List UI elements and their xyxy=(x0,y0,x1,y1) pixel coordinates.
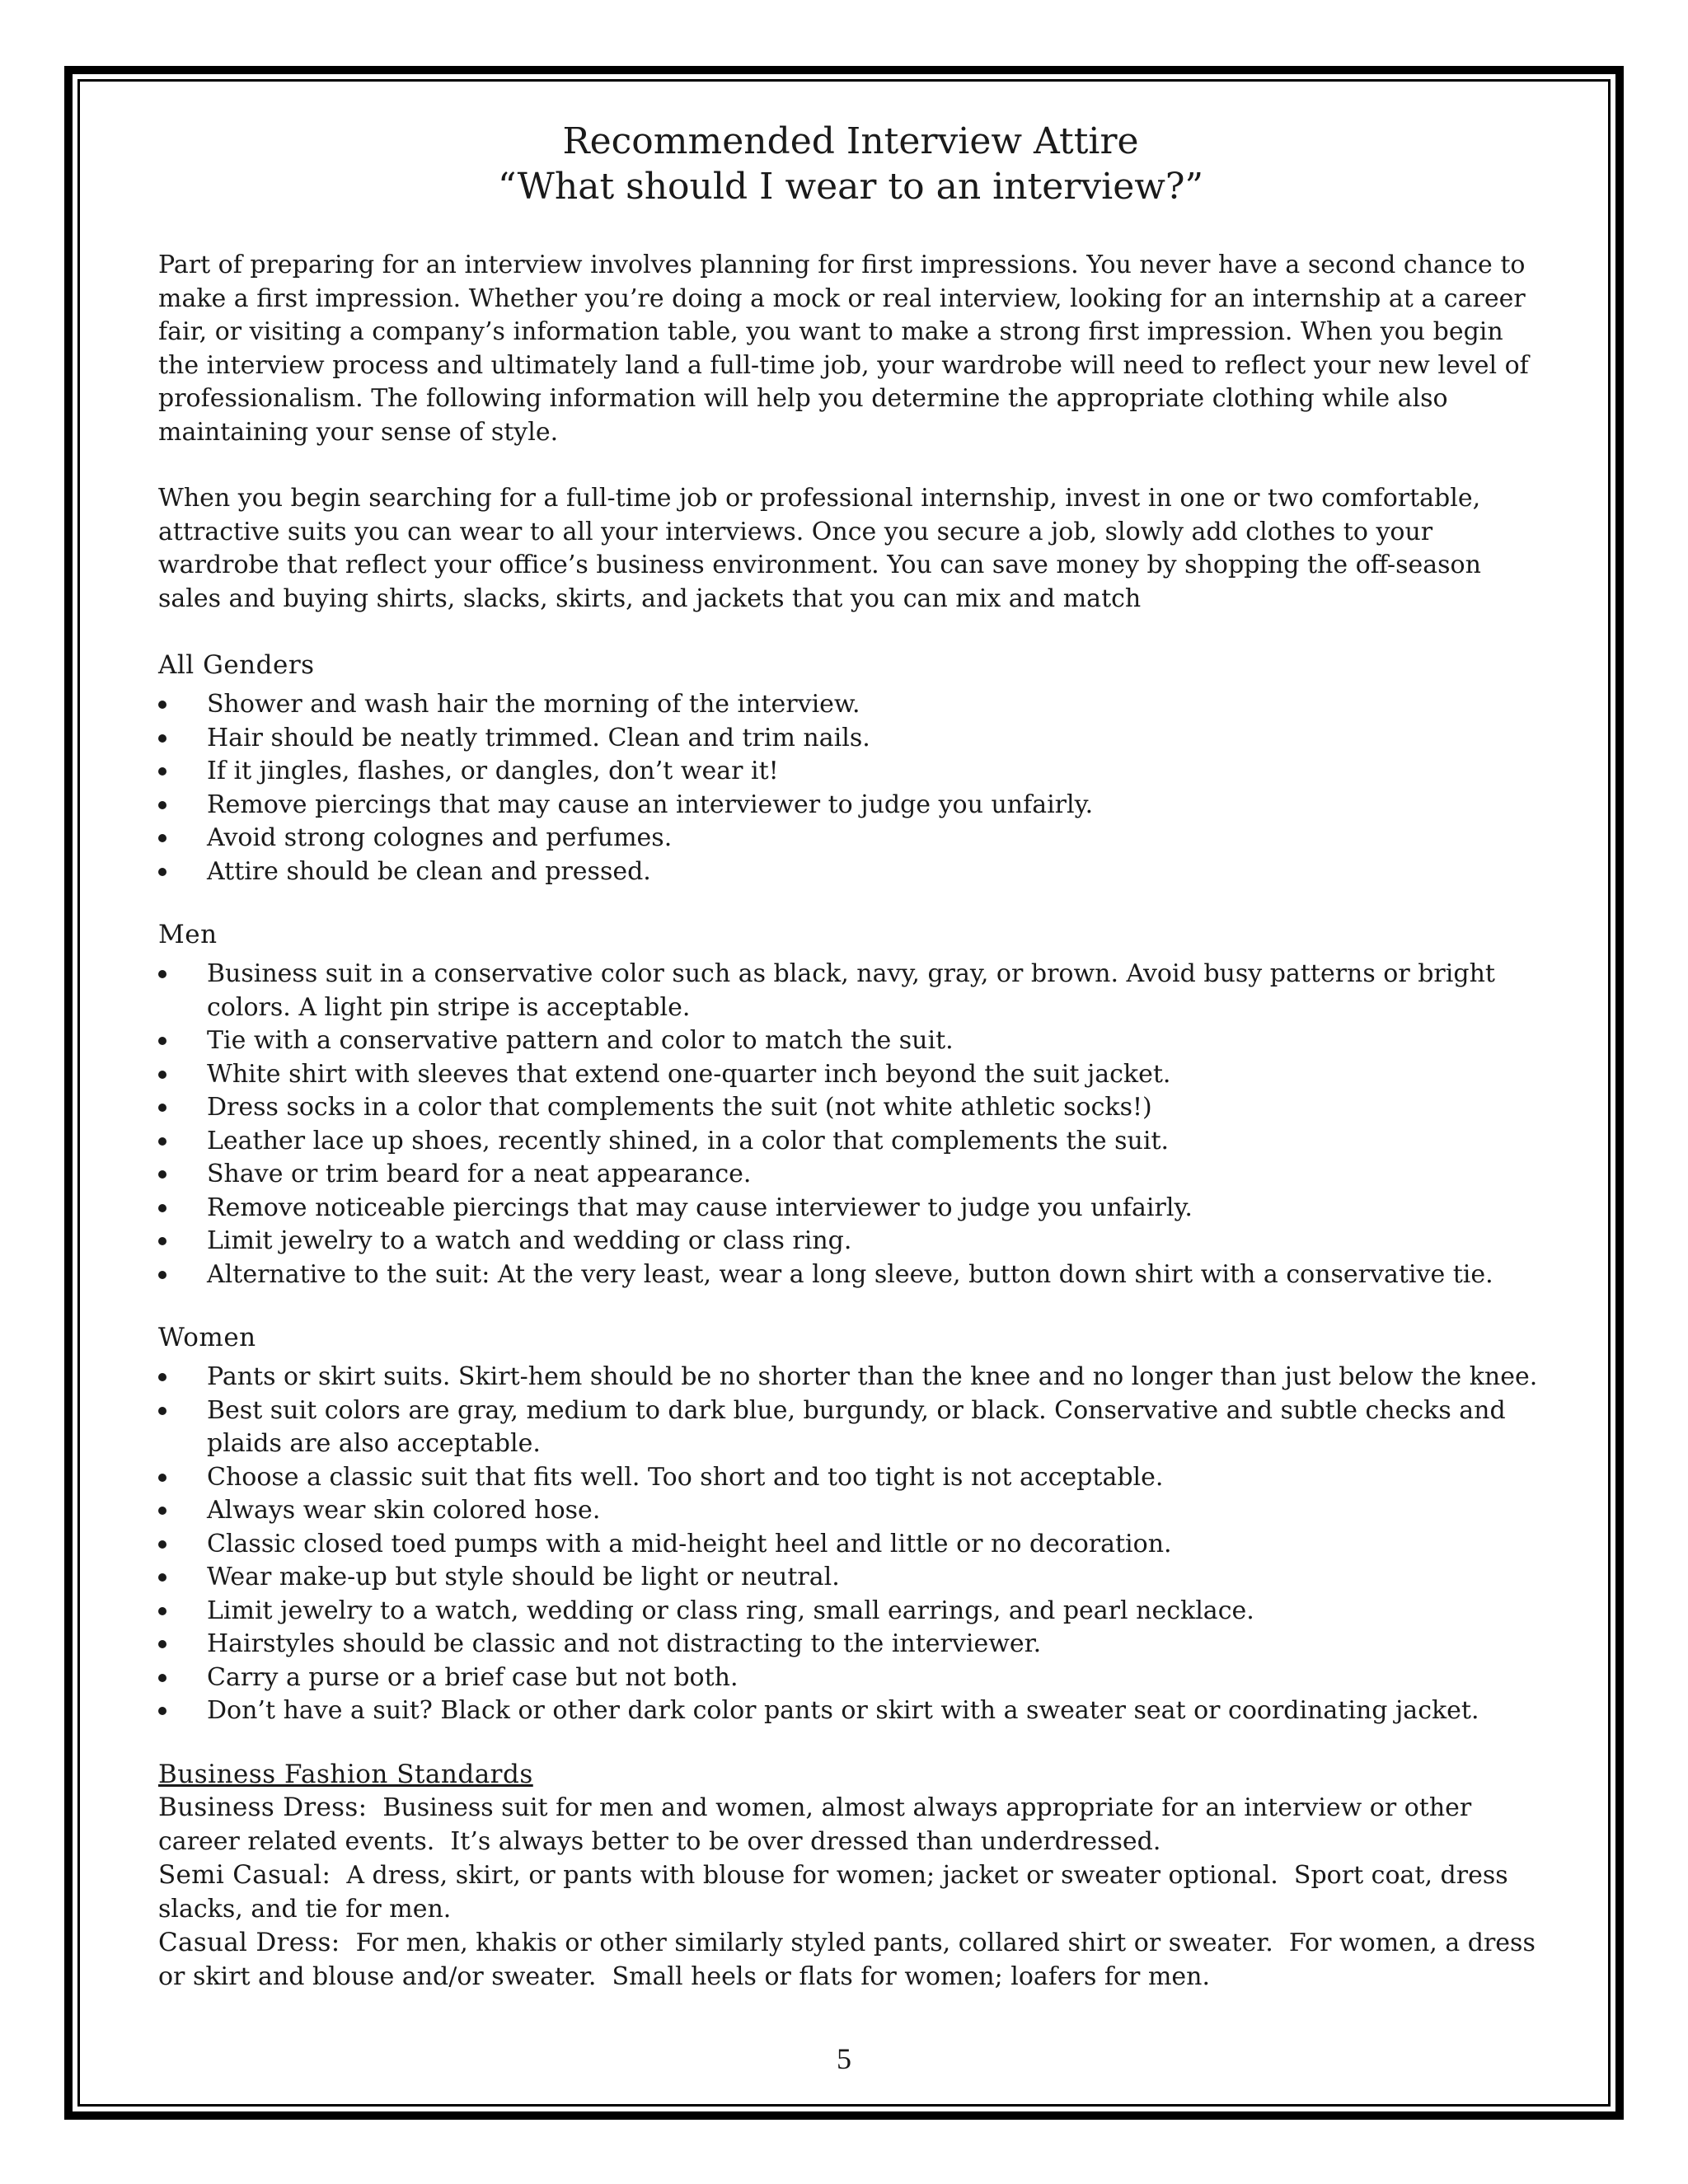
intro-paragraph: Part of preparing for an interview involves planning for first impressions. You never have a second chance to make a first impression. Whether you’re doing a mock or real interview, looking for an internship at a career fair, or visiting a company’s information table, you want to make a strong first impression. When you begin the interview process and ultimately land a full-time job, your wardrobe will need to reflect your new level of professionalism. The following information will help you determine the appropriate clothing while also maintaining your sense of style. xyxy=(158,251,1529,447)
list-item: Limit jewelry to a watch, wedding or class ring, small earrings, and pearl necklace. xyxy=(158,1595,1543,1629)
page-title: Recommended Interview Attire xyxy=(562,120,1139,162)
bullet-icon xyxy=(158,834,166,842)
bullet-icon xyxy=(158,1607,166,1615)
bullet-icon xyxy=(158,1573,166,1582)
list-item: Limit jewelry to a watch and wedding or class ring. xyxy=(158,1225,1543,1258)
list-item: Shower and wash hair the morning of the interview. xyxy=(158,688,1543,722)
bullet-icon xyxy=(158,1474,166,1482)
list-item: Remove piercings that may cause an interviewer to judge you unfairly. xyxy=(158,789,1543,823)
women-list xyxy=(158,1361,1543,1728)
list-item: White shirt with sleeves that extend one-quarter inch beyond the suit jacket. xyxy=(158,1058,1543,1092)
document-body xyxy=(158,119,1543,1994)
bullet-icon xyxy=(158,1104,166,1112)
bullet-icon xyxy=(158,1540,166,1549)
list-item: Hairstyles should be classic and not distracting to the interviewer. xyxy=(158,1628,1543,1661)
page-subtitle: “What should I wear to an interview?” xyxy=(497,166,1204,208)
bullet-icon xyxy=(158,1137,166,1146)
bullet-icon xyxy=(158,734,166,743)
page-number: 5 xyxy=(837,2042,851,2075)
list-item: Dress socks in a color that complements the suit (not white athletic socks!) xyxy=(158,1091,1543,1125)
list-item: Carry a purse or a brief case but not both. xyxy=(158,1661,1543,1695)
list-item: Pants or skirt suits. Skirt-hem should be no shorter than the knee and no longer than just below the knee. xyxy=(158,1361,1543,1394)
list-item: Don’t have a suit? Black or other dark color pants or skirt with a sweater seat or coordinating jacket. xyxy=(158,1694,1543,1728)
list-item: Always wear skin colored hose. xyxy=(158,1494,1543,1528)
list-item: Leather lace up shoes, recently shined, in a color that complements the suit. xyxy=(158,1125,1543,1159)
bullet-icon xyxy=(158,1071,166,1079)
men-list xyxy=(158,958,1543,1291)
list-item: Choose a classic suit that fits well. Too short and too tight is not acceptable. xyxy=(158,1461,1543,1495)
standard-casual-dress: Casual Dress: For men, khakis or other similarly styled pants, collared shirt or sweater. For women, a dress or skirt and blouse and/or sweater. Small heels or flats for women; loafers for men. xyxy=(158,1928,1544,1991)
list-item: Attire should be clean and pressed. xyxy=(158,855,1543,889)
list-item: Wear make-up but style should be light or neutral. xyxy=(158,1561,1543,1595)
bullet-icon xyxy=(158,1640,166,1648)
list-item: Tie with a conservative pattern and color to match the suit. xyxy=(158,1024,1543,1058)
standard-semi-casual: Semi Casual: A dress, skirt, or pants with blouse for women; jacket or sweater optional. Sport coat, dress slacks, and tie for men. xyxy=(158,1860,1517,1924)
bullet-icon xyxy=(158,1037,166,1045)
bullet-icon xyxy=(158,767,166,776)
business-fashion-standards xyxy=(158,1758,1543,1994)
list-item: Avoid strong colognes and perfumes. xyxy=(158,822,1543,855)
bullet-icon xyxy=(158,1707,166,1715)
bullet-icon xyxy=(158,1407,166,1415)
standards-title: Business Fashion Standards xyxy=(158,1759,533,1789)
bullet-icon xyxy=(158,970,166,978)
section-heading-men: Men xyxy=(158,920,218,949)
section-heading-all-genders: All Genders xyxy=(158,650,315,680)
list-item: Remove noticeable piercings that may cause interviewer to judge you unfairly. xyxy=(158,1192,1543,1226)
list-item: Classic closed toed pumps with a mid-height heel and little or no decoration. xyxy=(158,1528,1543,1562)
bullet-icon xyxy=(158,801,166,809)
bullet-icon xyxy=(158,1271,166,1279)
bullet-icon xyxy=(158,1204,166,1212)
suit-advice-paragraph: When you begin searching for a full-time job or professional internship, invest in one or two comfortable, attractive suits you can wear to all your interviews. Once you secure a job, slowly add clothes to your wardrobe that reflect your office’s business environment. You can save money by shopping the off-season sales and buying shirts, slacks, skirts, and jackets that you can mix and match xyxy=(158,484,1481,613)
list-item: Alternative to the suit: At the very least, wear a long sleeve, button down shirt with a conservative tie. xyxy=(158,1258,1543,1292)
bullet-icon xyxy=(158,1170,166,1179)
list-item: Best suit colors are gray, medium to dark blue, burgundy, or black. Conservative and subtle checks and plaids are also acceptable. xyxy=(158,1394,1543,1461)
bullet-icon xyxy=(158,1674,166,1682)
bullet-icon xyxy=(158,1373,166,1381)
all-genders-list xyxy=(158,688,1543,888)
list-item: Shave or trim beard for a neat appearance. xyxy=(158,1158,1543,1192)
bullet-icon xyxy=(158,701,166,709)
bullet-icon xyxy=(158,1237,166,1245)
list-item: If it jingles, flashes, or dangles, don’t wear it! xyxy=(158,755,1543,789)
section-heading-women: Women xyxy=(158,1323,256,1352)
list-item: Business suit in a conservative color such as black, navy, gray, or brown. Avoid busy patterns or bright colors. A light pin stripe is acceptable. xyxy=(158,958,1543,1024)
bullet-icon xyxy=(158,868,166,876)
bullet-icon xyxy=(158,1507,166,1515)
standard-business-dress: Business Dress: Business suit for men and women, almost always appropriate for an interview or other career related events. It’s always better to be over dressed than underdressed. xyxy=(158,1793,1479,1856)
list-item: Hair should be neatly trimmed. Clean and trim nails. xyxy=(158,722,1543,756)
